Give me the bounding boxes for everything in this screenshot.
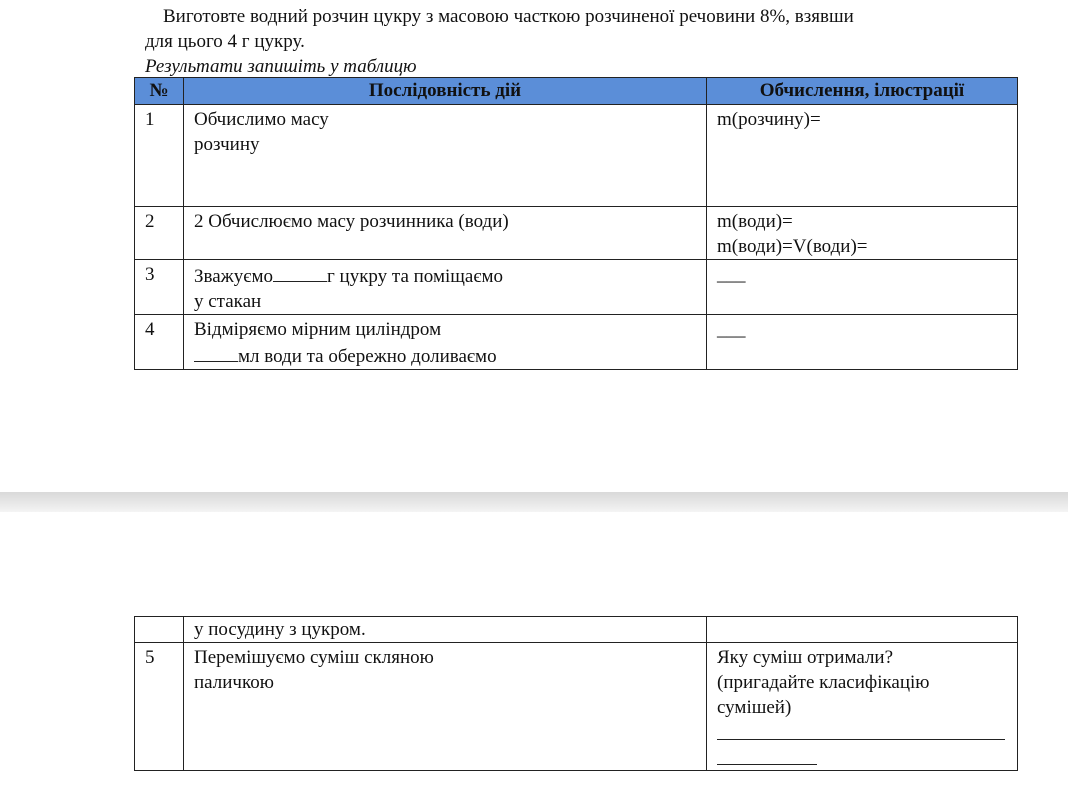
calc-line: сумішей) bbox=[717, 697, 792, 718]
row-number-empty bbox=[135, 617, 184, 643]
row-calculation[interactable] bbox=[707, 207, 1018, 260]
row-calculation[interactable] bbox=[707, 105, 1018, 207]
answer-blank-line-1[interactable] bbox=[717, 720, 1017, 745]
action-line: 2 Обчислюємо масу розчинника (води) bbox=[194, 211, 509, 232]
row-number: 5 bbox=[135, 643, 184, 771]
task-text-line-2: для цього 4 г цукру. bbox=[145, 31, 305, 52]
table-row-continuation bbox=[135, 617, 1018, 643]
action-line: у стакан bbox=[194, 291, 262, 312]
action-line: Перемішуємо суміш скляною bbox=[194, 647, 434, 668]
row-number: 2 bbox=[135, 207, 184, 260]
task-text bbox=[145, 4, 1005, 54]
calc-line: m(розчину)= bbox=[717, 109, 821, 130]
calc-line: Яку суміш отримали? bbox=[717, 647, 894, 668]
table-row bbox=[135, 105, 1018, 207]
action-text: г цукру та поміщаємо bbox=[326, 266, 503, 287]
page-separator bbox=[0, 492, 1068, 512]
table-header-row bbox=[135, 78, 1018, 105]
calc-line: m(води)=V(води)= bbox=[717, 236, 868, 257]
calc-blank: ___ bbox=[717, 319, 746, 340]
row-action bbox=[184, 315, 707, 370]
action-line: паличкою bbox=[194, 672, 274, 693]
blank-field-sugar-grams[interactable] bbox=[273, 262, 327, 282]
calc-line: m(води)= bbox=[717, 211, 793, 232]
row-action bbox=[184, 260, 707, 315]
calc-line: (пригадайте класифікацію bbox=[717, 672, 930, 693]
action-text: Зважуємо bbox=[194, 266, 273, 287]
row-calculation-empty[interactable] bbox=[707, 617, 1018, 643]
row-calculation[interactable] bbox=[707, 260, 1018, 315]
task-text-line-1: Виготовте водний розчин цукру з масовою часткою розчиненої речовини 8%, взявши bbox=[163, 6, 854, 27]
action-line bbox=[194, 262, 706, 289]
results-table-continued bbox=[134, 616, 1018, 771]
table-row bbox=[135, 315, 1018, 370]
header-actions: Послідовність дій bbox=[184, 78, 707, 105]
header-calculations: Обчислення, ілюстрації bbox=[707, 78, 1018, 105]
row-number: 3 bbox=[135, 260, 184, 315]
table-row bbox=[135, 207, 1018, 260]
results-table bbox=[134, 77, 1018, 370]
row-action bbox=[184, 207, 707, 260]
row-calculation[interactable] bbox=[707, 315, 1018, 370]
header-number: № bbox=[135, 78, 184, 105]
action-text: мл води та обережно доливаємо bbox=[238, 346, 497, 367]
calc-blank: ___ bbox=[717, 264, 746, 285]
row-number: 4 bbox=[135, 315, 184, 370]
action-line bbox=[194, 342, 706, 369]
action-line: розчину bbox=[194, 134, 260, 155]
action-line: Відміряємо мірним циліндром bbox=[194, 319, 442, 340]
action-line: Обчислимо масу bbox=[194, 109, 329, 130]
row-action bbox=[184, 643, 707, 771]
table-row bbox=[135, 260, 1018, 315]
row-number: 1 bbox=[135, 105, 184, 207]
table-row bbox=[135, 643, 1018, 771]
row-action: у посудину з цукром. bbox=[184, 617, 707, 643]
instruction-subtitle: Результати запишіть у таблицю bbox=[145, 56, 417, 77]
row-calculation[interactable] bbox=[707, 643, 1018, 771]
blank-field-water-ml[interactable] bbox=[194, 342, 238, 362]
row-action bbox=[184, 105, 707, 207]
answer-blank-line-2[interactable] bbox=[717, 745, 1017, 770]
